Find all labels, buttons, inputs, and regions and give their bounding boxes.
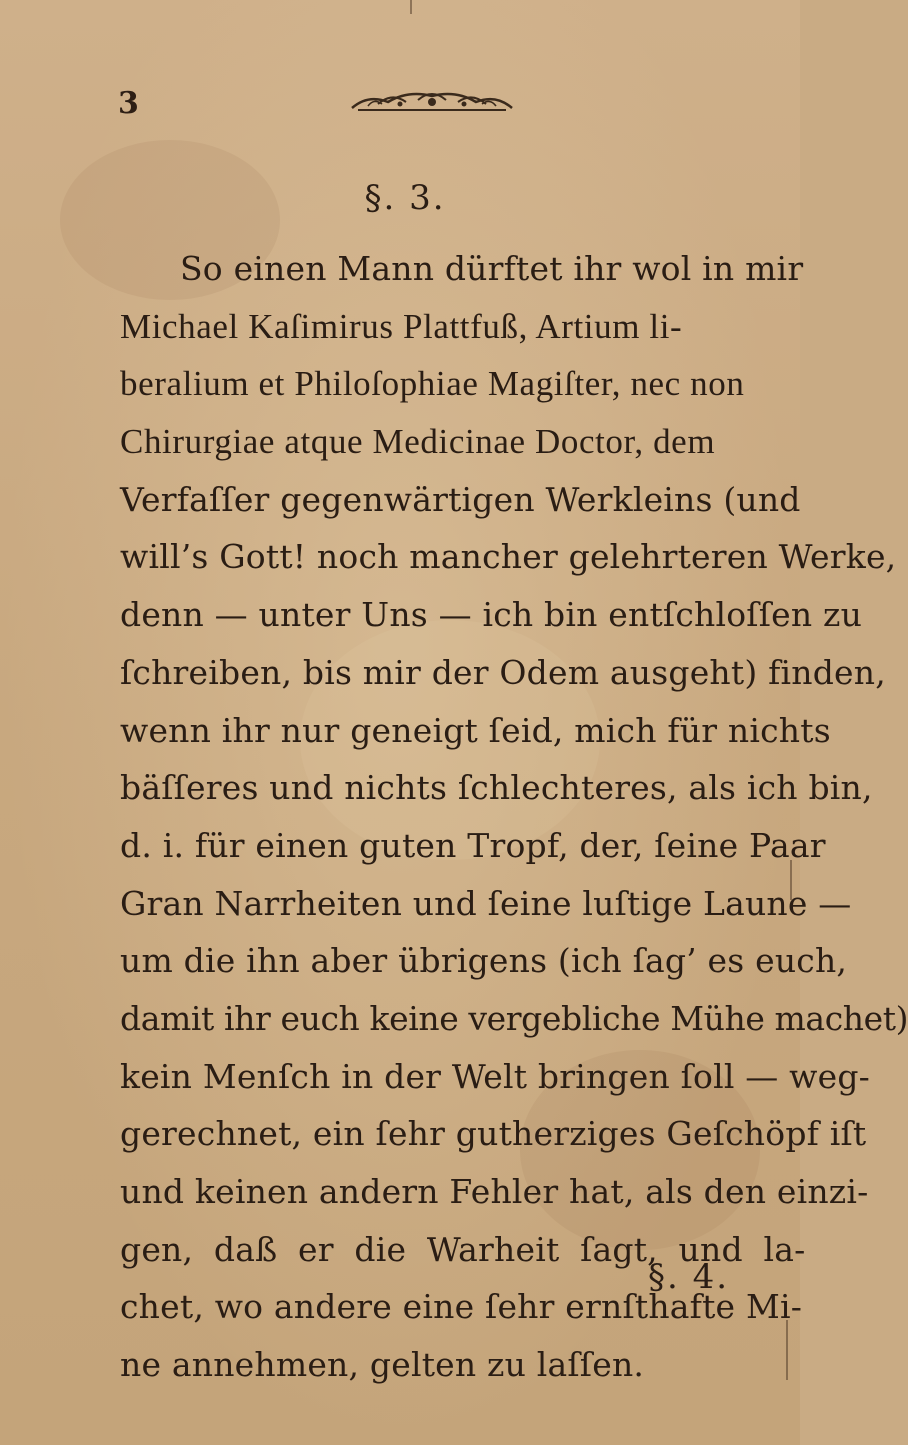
text-line: beralium et Philoſophiae Magiſter, nec non (120, 364, 745, 404)
text-line: So einen Mann dürftet ihr wol in mir (180, 249, 804, 288)
text-line: gen, daß er die Warheit ſagt, und la- (120, 1229, 806, 1269)
text-line: ne annehmen, gelten zu laſſen. (120, 1345, 645, 1385)
text-line: damit ihr euch keine vergebliche Mühe machet) (120, 998, 908, 1038)
text-line: Gran Narrheiten und ſeine luſtige Laune — (120, 883, 852, 923)
body-text (120, 240, 908, 1394)
catchword: §. 4. (648, 1257, 730, 1297)
paper-edge-mark (786, 1320, 788, 1380)
text-line: und keinen andern Fehler hat, als den einzi- (120, 1172, 869, 1211)
text-line: kein Menſch in der Welt bringen ſoll — weg- (120, 1056, 871, 1096)
text-line: Michael Kaſimirus Plattfuß, Artium li- (120, 306, 683, 346)
text-line: Chirurgiae atque Medicinae Doctor, dem (120, 422, 716, 462)
text-line: chet, wo andere eine ſehr ernſthafte Mi- (120, 1287, 803, 1327)
text-line: gerechnet, ein ſehr gutherziges Geſchöpf iſt (120, 1114, 867, 1154)
section-heading: §. 3. (364, 178, 446, 218)
text-line: will’s Gott! noch mancher gelehrteren Werke, (120, 537, 897, 577)
page-number: 3 (118, 86, 139, 121)
text-line: Verfaſſer gegenwärtigen Werkleins (und (120, 479, 801, 519)
text-line: wenn ihr nur geneigt ſeid, mich für nichts (120, 710, 831, 750)
text-line: ſchreiben, bis mir der Odem ausgeht) finden, (120, 652, 886, 692)
paper-edge-mark (410, 0, 412, 14)
text-line: d. i. für einen guten Tropf, der, ſeine Paar (120, 825, 826, 865)
ornament-icon (348, 88, 516, 114)
text-line: denn — unter Uns — ich bin entſchloſſen zu (120, 595, 863, 635)
text-line: um die ihn aber übrigens (ich ſag’ es euch, (120, 941, 848, 981)
text-line: bäſſeres und nichts ſchlechteres, als ich bin, (120, 768, 873, 808)
